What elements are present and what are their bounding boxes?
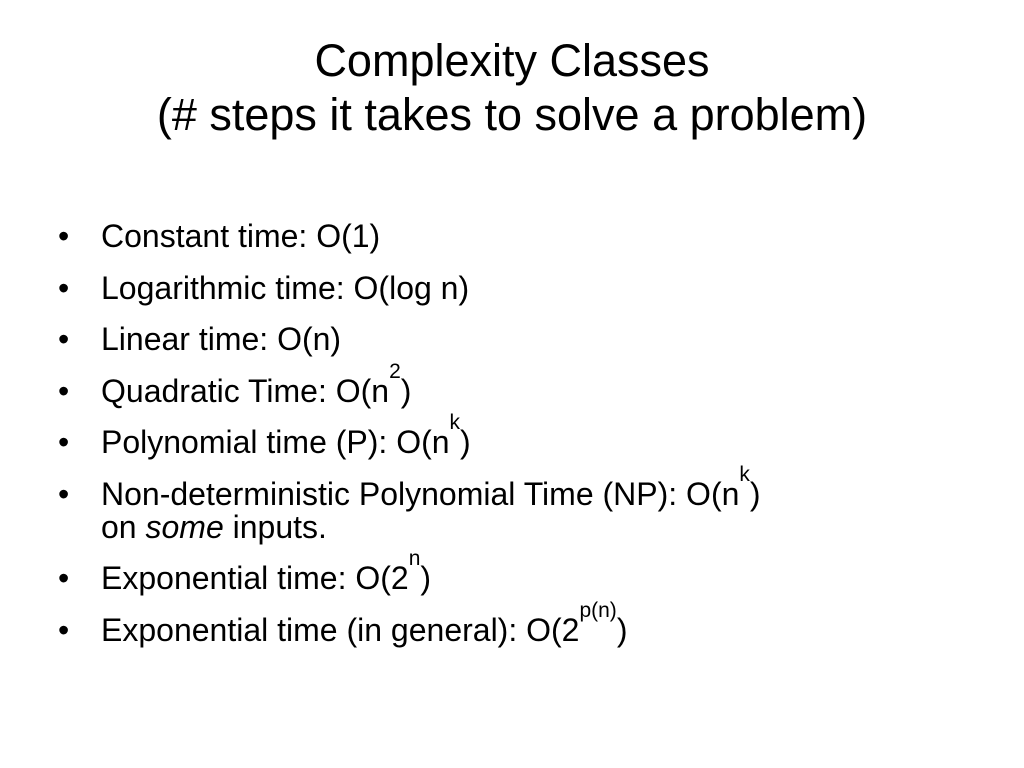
exponent: k <box>739 462 750 486</box>
title-line-main: Complexity Classes <box>314 35 710 86</box>
bullet-constant-time <box>58 220 978 253</box>
bullet-dot-icon: • <box>58 475 70 512</box>
title-line-subtitle: (# steps it takes to solve a problem) <box>156 89 868 140</box>
exponent: k <box>449 411 461 435</box>
bullet-logarithmic-time <box>58 269 978 306</box>
bullet-text: Linear time: O(n) <box>101 321 342 357</box>
exponent: p(n) <box>579 598 617 622</box>
bullet-text-line2: on <box>101 508 146 545</box>
slide-title <box>0 34 1024 142</box>
bullet-text-close: ) <box>749 475 761 512</box>
bullet-text: Polynomial time (P): O(n <box>101 424 450 460</box>
bullet-np-time <box>58 462 978 545</box>
bullet-dot-icon: • <box>58 372 70 409</box>
bullet-quadratic-time <box>58 359 978 409</box>
bullet-text-close: ) <box>460 424 471 460</box>
bullet-text: Non-deterministic Polynomial Time (NP): O(n <box>101 475 740 512</box>
exponent: 2 <box>389 359 401 383</box>
bullet-text: Exponential time (in general): O(2 <box>101 611 580 648</box>
bullet-list <box>58 220 978 647</box>
bullet-dot-icon: • <box>58 269 70 306</box>
bullet-linear-time <box>58 323 978 356</box>
bullet-text-close: ) <box>400 372 412 409</box>
bullet-text: Quadratic Time: O(n <box>101 372 390 409</box>
exponent: n <box>408 547 421 571</box>
bullet-dot-icon: • <box>58 611 70 648</box>
bullet-dot-icon: • <box>58 321 70 357</box>
bullet-dot-icon: • <box>58 218 70 254</box>
bullet-text: Constant time: O(1) <box>101 218 381 254</box>
bullet-text-close: ) <box>420 560 432 596</box>
bullet-dot-icon: • <box>58 424 70 460</box>
bullet-exponential-time <box>58 547 978 596</box>
bullet-text-close: ) <box>616 611 628 648</box>
bullet-polynomial-time <box>58 411 978 460</box>
bullet-text-line2-end: inputs. <box>223 508 327 545</box>
bullet-dot-icon: • <box>58 560 70 596</box>
bullet-exponential-time-general <box>58 598 978 648</box>
emphasized-word: some <box>145 508 224 545</box>
bullet-text: Exponential time: O(2 <box>101 560 409 596</box>
bullet-text: Logarithmic time: O(log n) <box>101 269 470 306</box>
